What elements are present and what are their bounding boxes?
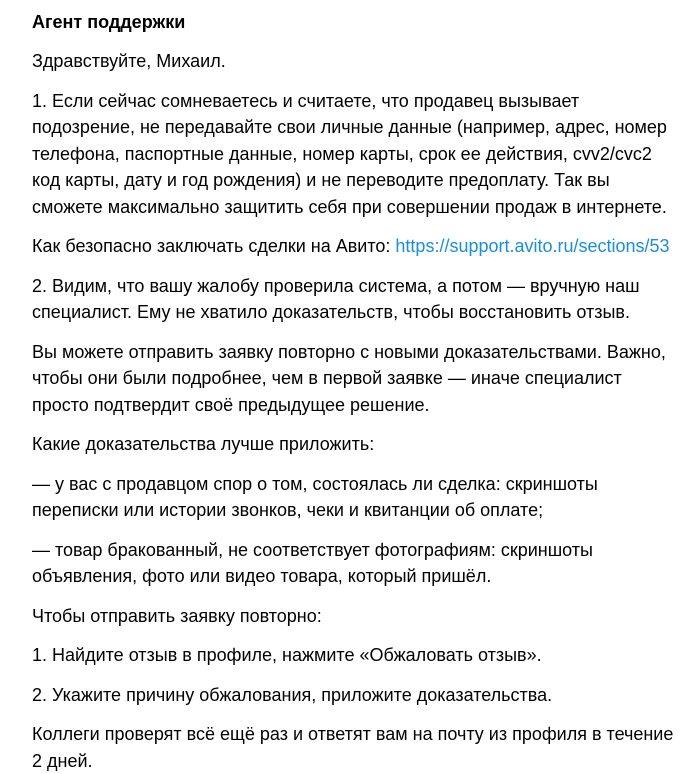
sender-name: Агент поддержки	[32, 12, 186, 32]
safety-advice-paragraph: 1. Если сейчас сомневаетесь и считаете, что продавец вызывает подозрение, не передавайте свои личные данные (например, адрес, номер телефона, паспортные данные, номер карты, срок ее действия, cvv2/cvc2 код карты, дату и год рождения) и не переводите предоплату. Так вы сможете максимально защитить себя при совершении продаж в интернете.	[32, 90, 667, 217]
evidence-heading: Какие доказательства лучше приложить:	[32, 434, 375, 454]
step-1: 1. Найдите отзыв в профиле, нажмите «Обжаловать отзыв».	[32, 645, 542, 665]
safe-deals-text: Как безопасно заключать сделки на Авито:	[32, 236, 396, 256]
complaint-review-paragraph: 2. Видим, что вашу жалобу проверила система, а потом — вручную наш специалист. Ему не хватило доказательств, чтобы восстановить отзыв.	[32, 275, 640, 322]
support-sections-link[interactable]: https://support.avito.ru/sections/53	[395, 236, 670, 256]
safe-deals-paragraph	[32, 233, 682, 260]
evidence-item-defective: — товар бракованный, не соответствует фотографиям: скриншоты объявления, фото или видео товара, который пришёл.	[32, 539, 593, 586]
resubmit-steps-heading: Чтобы отправить заявку повторно:	[32, 605, 322, 626]
closing-paragraph: Коллеги проверят всё ещё раз и ответят вам на почту из профиля в течение 2 дней.	[32, 724, 674, 771]
greeting: Здравствуйте, Михаил.	[32, 51, 226, 71]
step-2: 2. Укажите причину обжалования, приложите доказательства.	[32, 684, 553, 705]
resubmit-paragraph: Вы можете отправить заявку повторно с новыми доказательствами. Важно, чтобы они были подробнее, чем в первой заявке — иначе специалист просто подтвердит своё предыдущее решение.	[32, 341, 666, 415]
evidence-item-dispute: — у вас с продавцом спор о том, состоялась ли сделка: скриншоты переписки или истории звонков, чеки и квитанции об оплате;	[32, 473, 598, 520]
